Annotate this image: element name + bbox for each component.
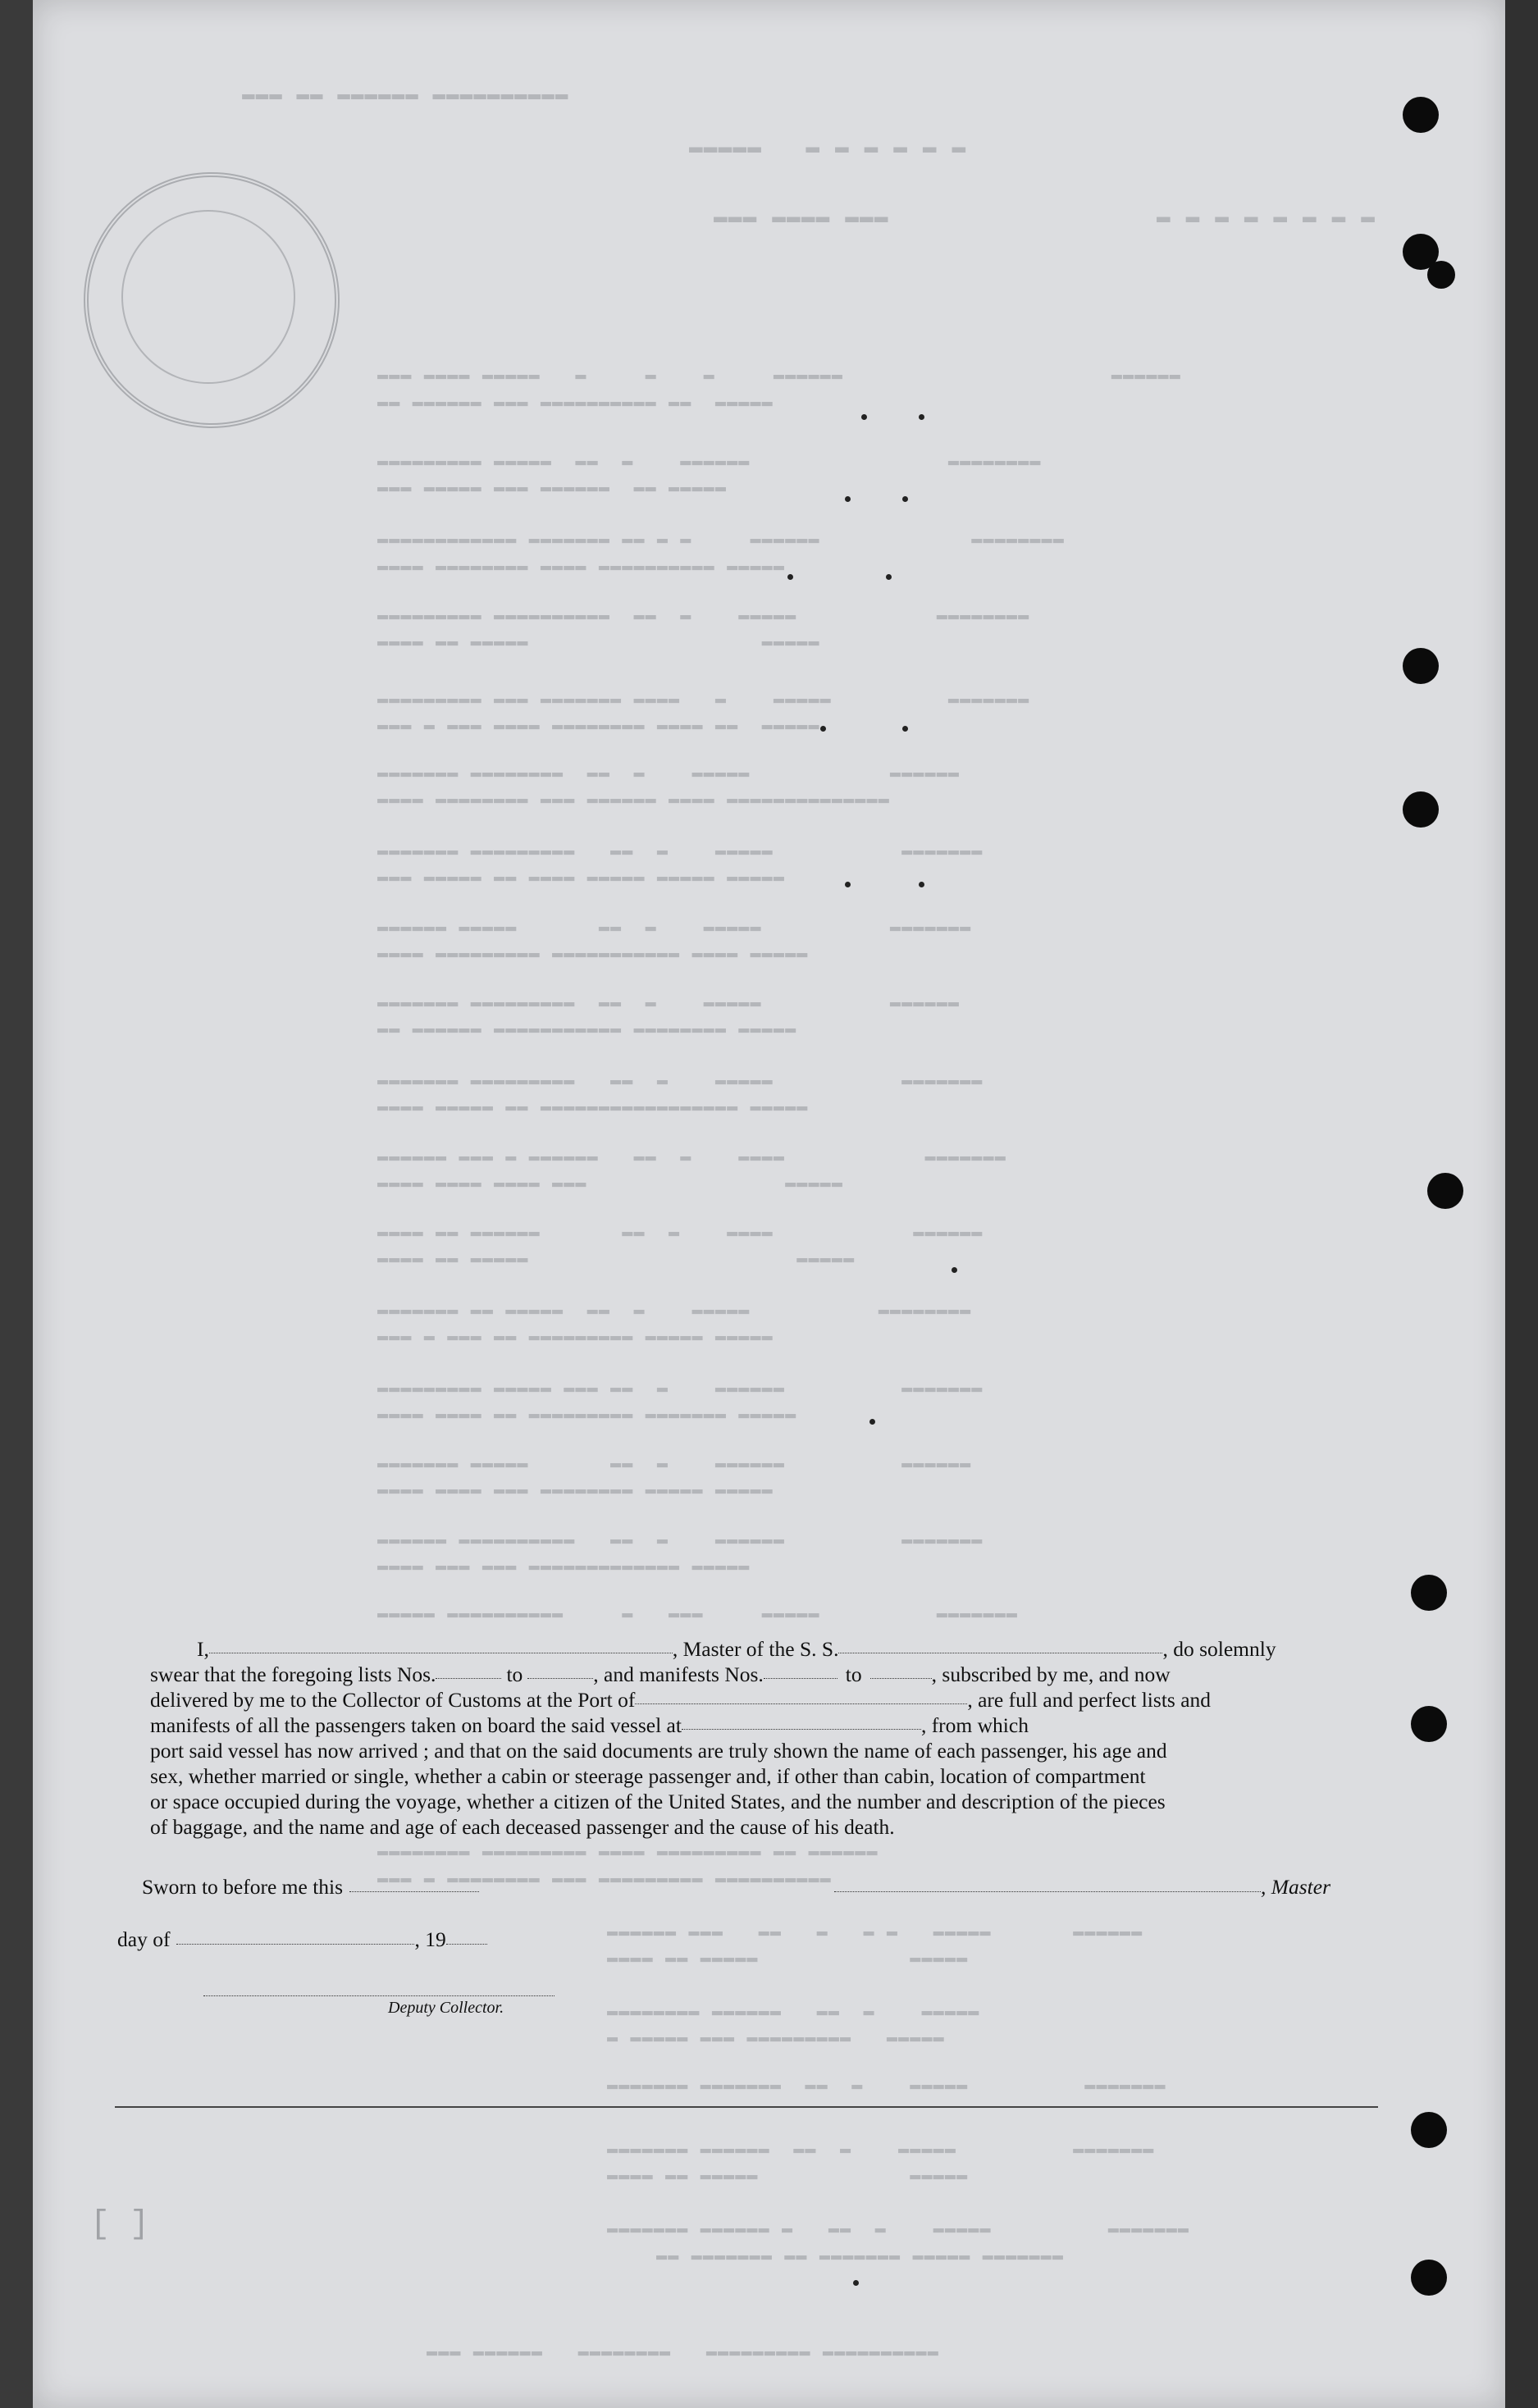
faded-entry: ▬▬▬▬ ▬▬▬▬▬▬▬▬ ▬▬▬▬ ▬▬▬▬▬▬▬▬▬▬ ▬▬▬▬▬	[377, 556, 786, 577]
oath-to-2: to	[845, 1662, 862, 1686]
faded-entry: ▬▬▬ ▬ ▬▬▬ ▬▬▬▬ ▬▬▬▬▬▬▬▬ ▬▬▬▬ ▬▬ ▬▬▬▬▬	[377, 715, 820, 736]
margin-bracket: [ ]	[90, 2206, 150, 2243]
oath-swear: swear that the foregoing lists Nos.	[150, 1662, 436, 1686]
faded-entry: ▬▬▬▬ ▬▬▬▬ ▬▬▬ ▬▬▬▬▬▬▬▬ ▬▬▬▬▬ ▬▬▬▬▬	[377, 1480, 774, 1500]
year-blank[interactable]	[446, 1927, 487, 1945]
faded-entry: ▬▬▬▬ ▬▬▬▬▬ ▬▬ ▬▬▬▬▬▬▬▬▬▬▬▬▬▬▬▬▬ ▬▬▬▬▬	[377, 1097, 809, 1117]
oath-line-1	[150, 1636, 1376, 1662]
faded-entry: ▬▬▬ ▬▬▬▬ ▬▬▬▬▬ ▬ ▬ ▬ ▬▬▬▬▬▬ ▬▬▬▬▬▬	[377, 365, 1181, 385]
manifest-page	[33, 0, 1505, 2408]
mark-dot	[902, 726, 908, 732]
faded-text: ▬ ▬ ▬ ▬ ▬ ▬ ▬ ▬	[1157, 205, 1376, 230]
faded-entry: ▬▬▬ ▬▬▬▬▬ ▬▬▬ ▬▬▬▬▬▬ ▬▬ ▬▬▬▬▬	[377, 477, 728, 498]
faded-entry: ▬▬▬▬▬▬▬ ▬▬▬▬▬▬▬▬▬ ▬▬ ▬ ▬▬▬▬▬ ▬▬▬▬▬▬▬	[377, 1070, 983, 1091]
mark-dot	[845, 496, 851, 502]
faded-entry: ▬▬▬▬▬ ▬▬▬▬▬▬▬▬▬▬ ▬ ▬▬▬ ▬▬▬▬▬ ▬▬▬▬▬▬▬	[377, 1603, 1019, 1624]
oath-paragraph	[150, 1636, 1376, 1840]
faded-entry: ▬▬▬▬▬▬▬ ▬▬▬▬▬▬ ▬▬ ▬ ▬▬▬▬▬ ▬▬▬▬▬▬▬	[607, 2139, 1155, 2159]
oath-line-6: sex, whether married or single, whether a cabin or steerage passenger and, if other than cabin, location of compartment	[150, 1764, 1146, 1788]
faded-text: ▬▬▬ ▬▬ ▬▬▬▬▬▬ ▬▬▬▬▬▬▬▬▬▬	[242, 82, 569, 107]
mark-dot	[902, 496, 908, 502]
manifests-from-blank[interactable]	[764, 1662, 837, 1679]
oath-to-1: to	[506, 1662, 523, 1686]
faded-entry: ▬ ▬▬▬▬▬ ▬▬▬ ▬▬▬▬▬▬▬▬▬ ▬▬▬▬▬	[607, 2027, 945, 2048]
lists-from-blank[interactable]	[436, 1662, 501, 1679]
faded-entry: ▬▬▬▬▬▬▬▬▬ ▬▬▬▬▬ ▬▬ ▬ ▬▬▬▬▬▬ ▬▬▬▬▬▬▬▬	[377, 451, 1042, 472]
oath-i: I,	[197, 1637, 209, 1661]
faded-entry: ▬▬▬▬▬▬ ▬▬▬▬▬ ▬▬ ▬ ▬▬▬▬▬ ▬▬▬▬▬▬▬	[377, 917, 972, 937]
mark-dot	[952, 1267, 957, 1273]
lists-to-blank[interactable]	[527, 1662, 593, 1679]
punch-hole	[1411, 2260, 1447, 2296]
port-blank[interactable]	[635, 1687, 967, 1704]
scan-right-edge	[1505, 0, 1538, 2408]
ship-name-blank[interactable]	[838, 1636, 1162, 1653]
faded-entry: ▬▬▬ ▬ ▬▬▬ ▬▬ ▬▬▬▬▬▬▬▬▬ ▬▬▬▬▬ ▬▬▬▬▬	[377, 1326, 774, 1347]
faded-text: ▬▬▬ ▬▬▬▬ ▬▬▬	[714, 205, 889, 230]
punch-hole	[1403, 648, 1439, 684]
oath-solemnly: , do solemnly	[1162, 1637, 1276, 1661]
oath-line-5: port said vessel has now arrived ; and that on the said documents are truly shown the name of each passenger, his age and	[150, 1739, 1167, 1763]
faded-entry: ▬▬▬▬▬▬▬ ▬▬▬▬▬▬▬ ▬▬ ▬ ▬▬▬▬▬ ▬▬▬▬▬▬▬	[607, 2075, 1166, 2096]
punch-hole	[1427, 261, 1455, 289]
faded-entry: ▬▬▬▬▬▬ ▬▬▬▬▬▬▬▬▬▬ ▬▬ ▬ ▬▬▬▬▬▬ ▬▬▬▬▬▬▬	[377, 1530, 983, 1550]
faded-entry: ▬▬▬▬▬▬▬ ▬▬▬▬▬▬▬▬▬ ▬▬ ▬ ▬▬▬▬▬ ▬▬▬▬▬▬▬	[377, 841, 983, 861]
punch-hole	[1411, 1706, 1447, 1742]
deputy-collector-label: Deputy Collector.	[388, 1999, 504, 2017]
faded-entry: ▬▬▬▬▬▬▬▬▬ ▬▬▬▬▬ ▬▬▬ ▬▬ ▬ ▬▬▬▬▬▬ ▬▬▬▬▬▬▬	[377, 1378, 983, 1398]
faded-entry: ▬▬▬▬▬▬▬ ▬▬▬▬▬▬▬▬ ▬▬ ▬ ▬▬▬▬▬ ▬▬▬▬▬▬	[377, 763, 961, 783]
oath-line-2	[150, 1662, 1376, 1687]
oath-manifests: , and manifests Nos.	[593, 1662, 764, 1686]
faded-entry: ▬▬▬▬▬▬▬▬ ▬▬▬▬▬▬▬▬▬ ▬▬▬▬ ▬▬▬▬▬▬▬▬▬ ▬▬ ▬▬▬▬▬▬	[377, 1841, 879, 1862]
faded-entry: ▬▬▬ ▬▬▬▬▬ ▬▬ ▬▬▬▬ ▬▬▬▬▬ ▬▬▬▬▬ ▬▬▬▬▬	[377, 867, 786, 887]
faded-entry: ▬▬▬▬▬▬▬ ▬▬▬▬▬▬▬▬▬ ▬▬ ▬ ▬▬▬▬▬ ▬▬▬▬▬▬	[377, 992, 961, 1013]
faded-entry: ▬▬▬▬▬▬▬ ▬▬▬▬▬ ▬▬ ▬ ▬▬▬▬▬▬ ▬▬▬▬▬▬	[377, 1453, 972, 1474]
year-label: , 19	[414, 1927, 446, 1951]
scan-left-edge	[0, 0, 33, 2408]
master-label: , Master	[1261, 1875, 1330, 1899]
punch-hole	[1427, 1173, 1463, 1209]
faded-entry: ▬▬▬▬▬▬▬▬▬▬▬▬ ▬▬▬▬▬▬▬ ▬▬ ▬ ▬ ▬▬▬▬▬▬ ▬▬▬▬▬▬▬▬	[377, 529, 1065, 550]
punch-hole	[1403, 97, 1439, 133]
oath-subscribed: , subscribed by me, and now	[931, 1662, 1171, 1686]
faded-entry: ▬▬▬▬ ▬▬ ▬▬▬▬▬ ▬▬▬▬▬	[607, 1948, 969, 1968]
mark-dot	[853, 2280, 859, 2286]
faded-entry: ▬▬▬▬ ▬▬ ▬▬▬▬▬ ▬▬▬▬▬	[377, 632, 820, 652]
sworn-row	[142, 1875, 479, 1899]
mark-dot	[820, 726, 826, 732]
departure-port-blank[interactable]	[682, 1713, 921, 1730]
oath-line-3	[150, 1687, 1376, 1713]
faded-entry: ▬▬▬▬ ▬▬▬▬ ▬▬ ▬▬▬▬▬▬▬▬▬ ▬▬▬▬▬▬▬ ▬▬▬▬▬	[377, 1404, 797, 1425]
port-stamp	[84, 172, 340, 428]
mark-dot	[845, 882, 851, 887]
mark-dot	[861, 414, 867, 420]
faded-entry: ▬▬▬▬ ▬▬▬▬ ▬▬▬▬ ▬▬▬ ▬▬▬▬▬	[377, 1173, 844, 1193]
oath-line-4	[150, 1713, 1376, 1738]
faded-entry: ▬▬▬▬▬▬ ▬▬▬ ▬▬ ▬ ▬ ▬ ▬▬▬▬▬ ▬▬▬▬▬▬	[607, 1922, 1143, 1942]
day-of-blank[interactable]	[176, 1927, 414, 1945]
mark-dot	[787, 574, 793, 580]
punch-hole	[1411, 1575, 1447, 1611]
oath-master-label: , Master of the S. S.	[672, 1637, 839, 1661]
oath-line-7: or space occupied during the voyage, whether a citizen of the United States, and the number and description of the pieces	[150, 1790, 1166, 1813]
faded-entry: ▬▬▬▬ ▬▬ ▬▬▬▬▬ ▬▬▬▬▬	[607, 2165, 969, 2186]
mark-dot	[919, 414, 924, 420]
faded-entry: ▬▬▬▬▬▬▬▬▬ ▬▬▬▬▬▬▬▬▬▬ ▬▬ ▬ ▬▬▬▬▬ ▬▬▬▬▬▬▬▬	[377, 605, 1030, 626]
faded-entry: ▬▬▬▬ ▬▬▬ ▬▬▬ ▬▬▬▬▬▬▬▬▬▬▬▬▬ ▬▬▬▬▬	[377, 1556, 751, 1576]
oath-delivered: delivered by me to the Collector of Customs at the Port of	[150, 1688, 636, 1712]
mark-dot	[886, 574, 892, 580]
stamp-inner-ring	[121, 210, 295, 384]
mark-dot	[919, 882, 924, 887]
faded-text: ▬▬▬▬▬ ▬ ▬ ▬ ▬ ▬ ▬	[689, 135, 967, 161]
sworn-label: Sworn to before me this	[142, 1875, 344, 1899]
day-of-label: day of	[117, 1927, 171, 1951]
manifests-to-blank[interactable]	[870, 1662, 932, 1679]
faded-entry: ▬▬▬▬▬▬▬▬ ▬▬▬▬▬▬ ▬▬ ▬ ▬▬▬▬▬	[607, 2001, 980, 2022]
master-name-blank[interactable]	[209, 1636, 673, 1653]
faded-entry: ▬▬▬▬▬▬▬ ▬▬ ▬▬▬▬▬ ▬▬ ▬ ▬▬▬▬▬ ▬▬▬▬▬▬▬▬	[377, 1300, 972, 1320]
oath-manifests-all: manifests of all the passengers taken on board the said vessel at	[150, 1713, 682, 1737]
sworn-date-blank[interactable]	[349, 1875, 479, 1892]
master-signature-row	[834, 1875, 1330, 1899]
faded-entry: ▬▬▬ ▬▬▬▬▬▬ ▬▬▬▬▬▬▬▬ ▬▬▬▬▬▬▬▬▬ ▬▬▬▬▬▬▬▬▬▬	[427, 2342, 939, 2362]
oath-from-which: , from which	[920, 1713, 1029, 1737]
faded-entry: ▬▬ ▬▬▬▬▬▬ ▬▬▬▬▬▬▬▬▬▬▬ ▬▬▬▬▬▬▬▬ ▬▬▬▬▬	[377, 1019, 797, 1039]
faded-entry: ▬▬▬▬▬▬▬ ▬▬▬▬▬▬ ▬ ▬▬ ▬ ▬▬▬▬▬ ▬▬▬▬▬▬▬	[607, 2219, 1190, 2239]
deputy-signature-line	[203, 1995, 555, 1996]
faded-entry: ▬▬▬▬ ▬▬▬▬▬▬▬▬ ▬▬▬ ▬▬▬▬▬▬ ▬▬▬▬ ▬▬▬▬▬▬▬▬▬▬▬▬▬▬	[377, 789, 890, 810]
punch-hole	[1411, 2112, 1447, 2148]
master-signature-blank[interactable]	[834, 1875, 1261, 1892]
faded-entry: ▬▬ ▬▬▬▬▬▬ ▬▬▬ ▬▬▬▬▬▬▬▬▬▬ ▬▬ ▬▬▬▬▬	[377, 392, 774, 413]
faded-entry: ▬▬▬▬▬▬ ▬▬▬ ▬ ▬▬▬▬▬▬ ▬▬ ▬ ▬▬▬▬ ▬▬▬▬▬▬▬	[377, 1147, 1006, 1167]
oath-line-8: of baggage, and the name and age of each deceased passenger and the cause of his death.	[150, 1815, 895, 1839]
bottom-rule	[115, 2106, 1378, 2108]
faded-entry: ▬▬▬ ▬ ▬▬▬▬▬▬▬▬ ▬▬▬ ▬▬▬▬▬▬▬▬▬ ▬▬▬▬▬▬▬▬▬▬	[377, 1868, 832, 1889]
faded-entry: ▬▬▬▬ ▬▬ ▬▬▬▬▬ ▬▬▬▬▬	[377, 1248, 856, 1269]
mark-dot	[869, 1419, 875, 1425]
faded-entry: ▬▬▬▬ ▬▬▬▬▬▬▬▬▬ ▬▬▬▬▬▬▬▬▬▬▬ ▬▬▬▬ ▬▬▬▬▬	[377, 943, 809, 964]
day-row	[117, 1927, 487, 1952]
faded-entry: ▬▬▬▬▬▬▬▬▬ ▬▬▬ ▬▬▬▬▬▬▬ ▬▬▬▬ ▬ ▬▬▬▬▬ ▬▬▬▬▬▬▬	[377, 689, 1030, 709]
faded-entry: ▬▬ ▬▬▬▬▬▬▬ ▬▬ ▬▬▬▬▬▬▬ ▬▬▬▬▬ ▬▬▬▬▬▬▬	[656, 2246, 1065, 2266]
faded-entry: ▬▬▬▬ ▬▬ ▬▬▬▬▬▬ ▬▬ ▬ ▬▬▬▬ ▬▬▬▬▬▬	[377, 1222, 983, 1243]
oath-full: , are full and perfect lists and	[967, 1688, 1212, 1712]
punch-hole	[1403, 791, 1439, 828]
